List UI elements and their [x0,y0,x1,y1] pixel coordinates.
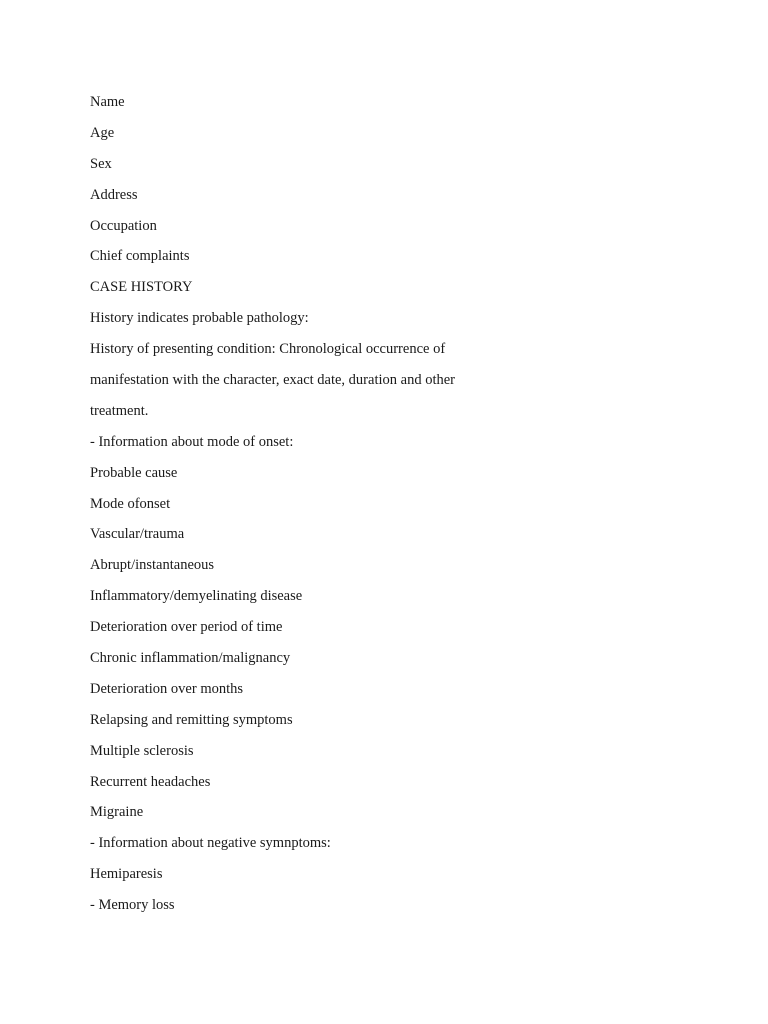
list-item: Relapsing and remitting symptoms [90,711,293,728]
list-item: - Memory loss [90,897,175,914]
text-line: History of presenting condition: Chronological occurrence of [90,341,446,358]
text-line: treatment. [90,402,149,419]
list-item: Multiple sclerosis [90,742,194,759]
list-item: Abrupt/instantaneous [90,557,215,574]
list-item: Deterioration over months [90,680,244,697]
field-label-chief-complaints: Chief complaints [90,248,190,265]
list-item: Hemiparesis [90,866,163,883]
list-item: Migraine [90,804,144,821]
subsection-heading-mode-of-onset: - Information about mode of onset: [90,433,294,450]
list-item: Recurrent headaches [90,773,211,790]
subsection-heading-negative-symptoms: - Information about negative symnptoms: [90,835,331,852]
field-label-age: Age [90,124,115,141]
section-heading-case-history: CASE HISTORY [90,279,193,296]
field-label-name: Name [90,94,125,110]
field-label-occupation: Occupation [90,217,157,234]
field-label-sex: Sex [90,155,112,172]
list-item: Chronic inflammation/malignancy [90,650,291,667]
list-item: Vascular/trauma [90,526,185,543]
text-line: History indicates probable pathology: [90,310,309,327]
document-page [90,90,730,924]
field-label-address: Address [90,186,138,203]
table-header-probable-cause: Probable cause [90,464,178,481]
text-line: manifestation with the character, exact date, duration and other [90,372,455,389]
list-item: Deterioration over period of time [90,619,283,636]
list-item: Inflammatory/demyelinating disease [90,588,303,605]
table-header-mode-of-onset: Mode ofonset [90,495,171,512]
